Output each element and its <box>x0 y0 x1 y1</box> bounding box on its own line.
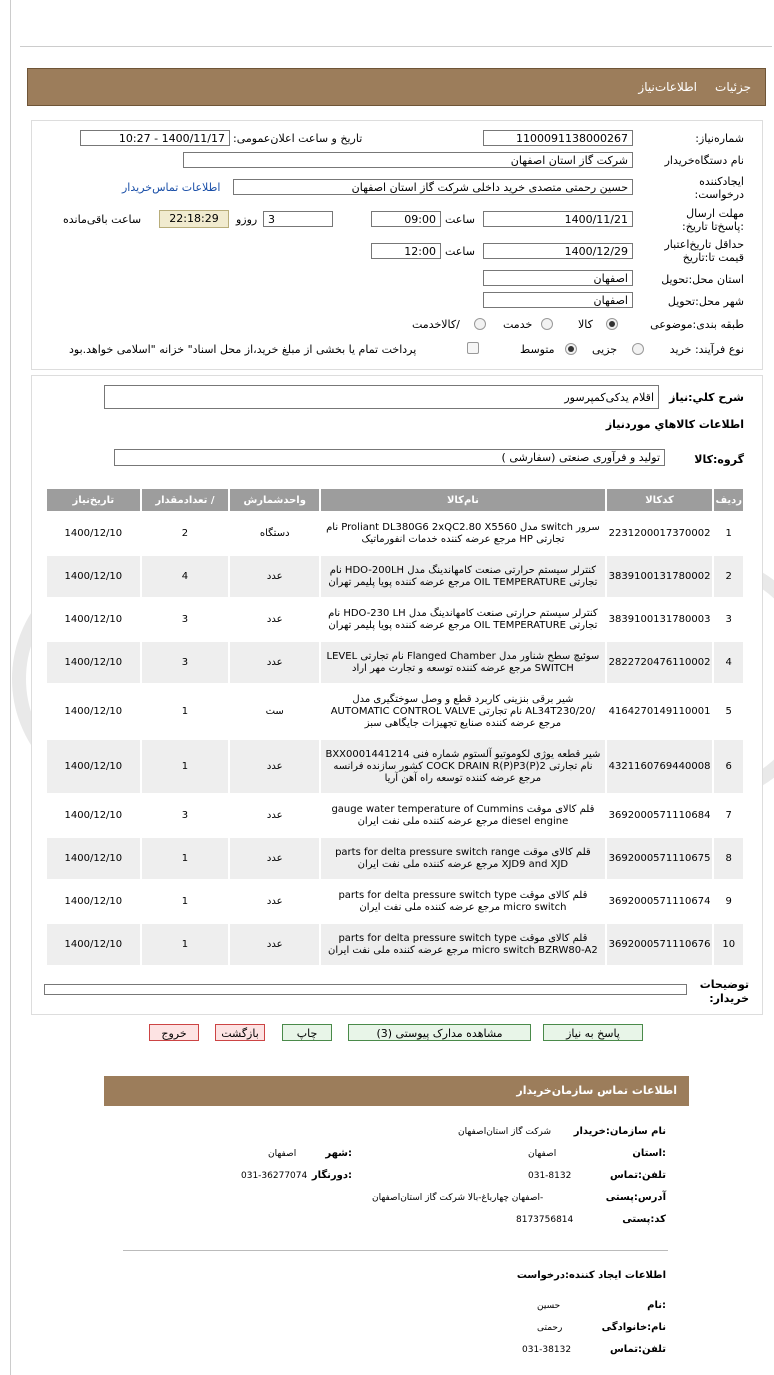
need-number-label: شماره‌نیاز: <box>695 132 744 145</box>
cell-item-code: 3692000571110674 <box>607 881 713 922</box>
cell-row-number: 4 <box>714 642 743 683</box>
col-code: کدکالا <box>607 489 713 511</box>
deadline-label: مهلت ارسال :پاسخ‌تا تاریخ: <box>682 207 744 233</box>
buyer-contact-header <box>104 1076 689 1106</box>
col-unit: واحدشمارش <box>230 489 319 511</box>
cell-item-name: شیر قطعه یوژی لکوموتیو آلستوم شماره فنی BXX0001441214 نام تجارتی COCK DRAIN R(P)P3(P)2 کشور سازنده فرانسه مرجع عرضه کننده توسعه راه آهن آریا <box>321 740 604 793</box>
deadline-time-label: ساعت <box>445 213 475 226</box>
process-medium-radio[interactable] <box>565 343 577 355</box>
cell-need-date: 1400/12/10 <box>47 685 140 738</box>
validity-time-label: ساعت <box>445 245 475 258</box>
tab-details[interactable]: جزئیات <box>715 80 751 94</box>
cell-quantity: 3 <box>142 599 229 640</box>
buyer-contact-title: اطلاعات تماس سازمان‌خریدار <box>516 1084 677 1097</box>
deadline-date-field: 1400/11/21 <box>483 211 633 227</box>
goods-table <box>45 487 745 967</box>
cell-row-number: 9 <box>714 881 743 922</box>
postal-value: 8173756814 <box>516 1215 574 1225</box>
col-name: نام‌کالا <box>321 489 604 511</box>
table-row <box>47 881 743 922</box>
table-row <box>47 513 743 554</box>
creator-name-label: :نام <box>647 1300 666 1311</box>
creator-info-title: اطلاعات ایجاد کننده:درخواست <box>516 1270 666 1281</box>
cell-item-name: قلم کالای موقت parts for delta pressure switch type micro switch مرجع عرضه کننده ملی نفت ایران <box>321 881 604 922</box>
treasury-payment-checkbox[interactable] <box>467 342 479 354</box>
cell-quantity: 2 <box>142 513 229 554</box>
table-row <box>47 685 743 738</box>
buyer-notes-field <box>44 984 687 995</box>
phone-label: تلفن:تماس <box>609 1170 666 1181</box>
buyer-field: شرکت گاز استان اصفهان <box>183 152 633 168</box>
cell-item-name: کنترلر سیستم حرارتی صنعت کامهاندینگ مدل HDO-230 LH نام تجارتی OIL TEMPERATURE مرجع عرضه کننده پویا پلیمر تهران <box>321 599 604 640</box>
cell-item-name: کنترلر سیستم حرارتی صنعت کامهاندینگ مدل HDO-200LH نام تجارتی OIL TEMPERATURE مرجع عرضه کننده پویا پلیمر تهران <box>321 556 604 597</box>
cell-unit: عدد <box>230 556 319 597</box>
cell-unit: عدد <box>230 838 319 879</box>
province-label: استان محل:تحویل <box>661 273 744 286</box>
print-button[interactable]: چاپ <box>282 1024 332 1041</box>
category-service-label: خدمت <box>503 318 533 331</box>
validity-label: حداقل تاریخ‌اعتبار قیمت تا:تاریخ <box>664 238 744 264</box>
validity-date-field: 1400/12/29 <box>483 243 633 259</box>
col-qty: / تعدادمقدار <box>142 489 229 511</box>
creator-phone-value: 031-38132 <box>522 1345 572 1355</box>
cell-item-code: 4164270149110001 <box>607 685 713 738</box>
contact-divider <box>123 1250 668 1251</box>
province-field: اصفهان <box>483 270 633 286</box>
org-value: شرکت گاز استان‌اصفهان <box>458 1127 552 1137</box>
cell-quantity: 4 <box>142 556 229 597</box>
category-both-label: /کالاخدمت <box>412 318 460 331</box>
creator-label: ایجادکننده درخواست: <box>694 175 744 201</box>
table-row <box>47 642 743 683</box>
creator-field: حسین رحمتی متصدی خرید داخلی شرکت گاز استان اصفهان <box>233 179 633 195</box>
address-label: آدرس:پستی <box>605 1192 666 1203</box>
cell-row-number: 6 <box>714 740 743 793</box>
cell-row-number: 3 <box>714 599 743 640</box>
cell-item-name: سرور switch مدل Proliant DL380G6 2xQC2.80 X5560 نام تجارتی HP مرجع عرضه کننده خدمات انفورماتیک <box>321 513 604 554</box>
cell-item-code: 3692000571110684 <box>607 795 713 836</box>
cell-item-code: 3839100131780002 <box>607 556 713 597</box>
validity-time-field: 12:00 <box>371 243 441 259</box>
tab-need-info[interactable]: اطلاعات‌نیاز <box>638 80 697 94</box>
process-minor-radio[interactable] <box>632 343 644 355</box>
creator-family-value: رحمتی <box>537 1323 563 1333</box>
cell-item-code: 2822720476110002 <box>607 642 713 683</box>
cell-need-date: 1400/12/10 <box>47 642 140 683</box>
cell-row-number: 10 <box>714 924 743 965</box>
cell-need-date: 1400/12/10 <box>47 513 140 554</box>
cell-need-date: 1400/12/10 <box>47 881 140 922</box>
cell-unit: عدد <box>230 881 319 922</box>
cell-item-code: 2231200017370002 <box>607 513 713 554</box>
cell-need-date: 1400/12/10 <box>47 795 140 836</box>
remaining-time-field: 22:18:29 <box>159 210 229 228</box>
cell-need-date: 1400/12/10 <box>47 924 140 965</box>
cell-quantity: 1 <box>142 838 229 879</box>
fax-value: 031-36277074 <box>241 1171 308 1181</box>
back-button[interactable]: بازگشت <box>215 1024 265 1041</box>
cell-item-name: سوئیچ سطح شناور مدل Flanged Chamber نام تجارتی LEVEL SWITCH مرجع عرضه کننده توسعه و تجارت مهر اراد <box>321 642 604 683</box>
province-contact-label: :استان <box>632 1148 666 1159</box>
cell-row-number: 1 <box>714 513 743 554</box>
table-row <box>47 740 743 793</box>
goods-info-title: اطلاعات کالاهاي موردنياز <box>605 418 744 431</box>
buyer-label: نام دستگاه‌خریدار <box>664 154 744 167</box>
city-contact-label: :شهر <box>325 1148 352 1159</box>
days-label: روز‌و <box>236 213 258 226</box>
cell-item-code: 4321160769440008 <box>607 740 713 793</box>
cell-quantity: 1 <box>142 685 229 738</box>
cell-need-date: 1400/12/10 <box>47 740 140 793</box>
cell-unit: ست <box>230 685 319 738</box>
treasury-payment-note: پرداخت تمام یا بخشی از مبلغ خرید،از محل اسناد" خزانه "اسلامی خواهد.بود <box>69 343 417 356</box>
category-service-radio[interactable] <box>541 318 553 330</box>
city-field: اصفهان <box>483 292 633 308</box>
postal-label: کد:پستی <box>622 1214 666 1225</box>
table-row <box>47 795 743 836</box>
goods-group-field: تولید و فرآوری صنعتی (سفارشی ) <box>114 449 665 466</box>
phone-value: 031-8132 <box>528 1171 572 1181</box>
cell-unit: عدد <box>230 642 319 683</box>
goods-table-body <box>47 513 743 965</box>
org-label: نام سازمان:خریدار <box>573 1126 666 1137</box>
cell-row-number: 8 <box>714 838 743 879</box>
address-value: -اصفهان چهارباغ-بالا شرکت گاز استان‌اصفهان <box>372 1193 544 1203</box>
city-label: شهر محل:تحویل <box>667 295 744 308</box>
buyer-contact-link[interactable]: اطلاعات تماس‌خریدار <box>122 181 221 194</box>
cell-item-code: 3692000571110676 <box>607 924 713 965</box>
creator-family-label: نام:خانوادگی <box>601 1322 666 1333</box>
tab-bar <box>27 68 766 106</box>
cell-need-date: 1400/12/10 <box>47 838 140 879</box>
cell-quantity: 3 <box>142 642 229 683</box>
table-row <box>47 556 743 597</box>
city-contact-value: اصفهان <box>268 1149 297 1159</box>
category-label: طبقه بندی:موضوعی <box>650 318 744 331</box>
goods-group-label: گروه:کالا <box>694 453 744 466</box>
table-row <box>47 838 743 879</box>
reply-button[interactable]: پاسخ به نیاز <box>543 1024 643 1041</box>
fax-label: :دورنگار <box>311 1170 352 1181</box>
cell-quantity: 1 <box>142 740 229 793</box>
cell-item-name: قلم کالای موقت gauge water temperature of Cummins diesel engine مرجع عرضه کننده ملی نفت ایران <box>321 795 604 836</box>
table-row <box>47 924 743 965</box>
announce-label: تاریخ و ساعت اعلان‌عمومی: <box>233 132 363 145</box>
category-goods-label: کالا <box>578 318 593 331</box>
process-minor-label: جزیی <box>592 343 618 356</box>
description-label: شرح کلي:نياز <box>669 391 744 404</box>
cell-unit: دستگاه <box>230 513 319 554</box>
announce-field: 1400/11/17 - 10:27 <box>80 130 230 146</box>
need-number-field: 1100091138000267 <box>483 130 633 146</box>
col-date: تاریخ‌نیاز <box>47 489 140 511</box>
province-contact-value: اصفهان <box>528 1149 557 1159</box>
cell-unit: عدد <box>230 599 319 640</box>
cell-item-name: قلم کالای موقت parts for delta pressure switch range XJD9 and XJD مرجع عرضه کننده ملی نفت ایران <box>321 838 604 879</box>
cell-unit: عدد <box>230 795 319 836</box>
cell-row-number: 7 <box>714 795 743 836</box>
cell-quantity: 3 <box>142 795 229 836</box>
cell-item-name: شیر برقی بنزینی کاربرد قطع و وصل سوختگیری مدل /AL34T230/20 نام تجارتی AUTOMATIC CONTROL VALVE مرجع عرضه کننده صنایع تجهیزات جایگاهی سبز <box>321 685 604 738</box>
deadline-time-field: 09:00 <box>371 211 441 227</box>
remaining-label: ساعت باقی‌مانده <box>63 213 142 226</box>
table-row <box>47 599 743 640</box>
description-field: اقلام یدکی‌کمپرسور <box>104 385 659 409</box>
cell-unit: عدد <box>230 740 319 793</box>
exit-button[interactable]: خروج <box>149 1024 199 1041</box>
cell-unit: عدد <box>230 924 319 965</box>
cell-quantity: 1 <box>142 881 229 922</box>
process-label: نوع فرآیند: خرید <box>669 343 744 356</box>
buyer-notes-label: توضیحات خریدار: <box>699 978 749 1005</box>
cell-item-code: 3692000571110675 <box>607 838 713 879</box>
view-docs-button[interactable]: مشاهده مدارک پیوستی (3) <box>348 1024 531 1041</box>
process-medium-label: متوسط <box>520 343 555 356</box>
cell-item-name: قلم کالای موقت parts for delta pressure switch type micro switch BZRW80-A2 مرجع عرضه کننده ملی نفت ایران <box>321 924 604 965</box>
category-both-radio[interactable] <box>474 318 486 330</box>
page-border <box>10 0 11 1375</box>
category-goods-radio[interactable] <box>606 318 618 330</box>
cell-need-date: 1400/12/10 <box>47 556 140 597</box>
cell-row-number: 2 <box>714 556 743 597</box>
cell-quantity: 1 <box>142 924 229 965</box>
days-field: 3 <box>263 211 333 227</box>
creator-phone-label: تلفن:تماس <box>609 1344 666 1355</box>
col-row: رديف <box>714 489 743 511</box>
cell-item-code: 3839100131780003 <box>607 599 713 640</box>
top-divider <box>20 46 772 47</box>
cell-need-date: 1400/12/10 <box>47 599 140 640</box>
cell-row-number: 5 <box>714 685 743 738</box>
creator-name-value: حسین <box>537 1301 561 1311</box>
